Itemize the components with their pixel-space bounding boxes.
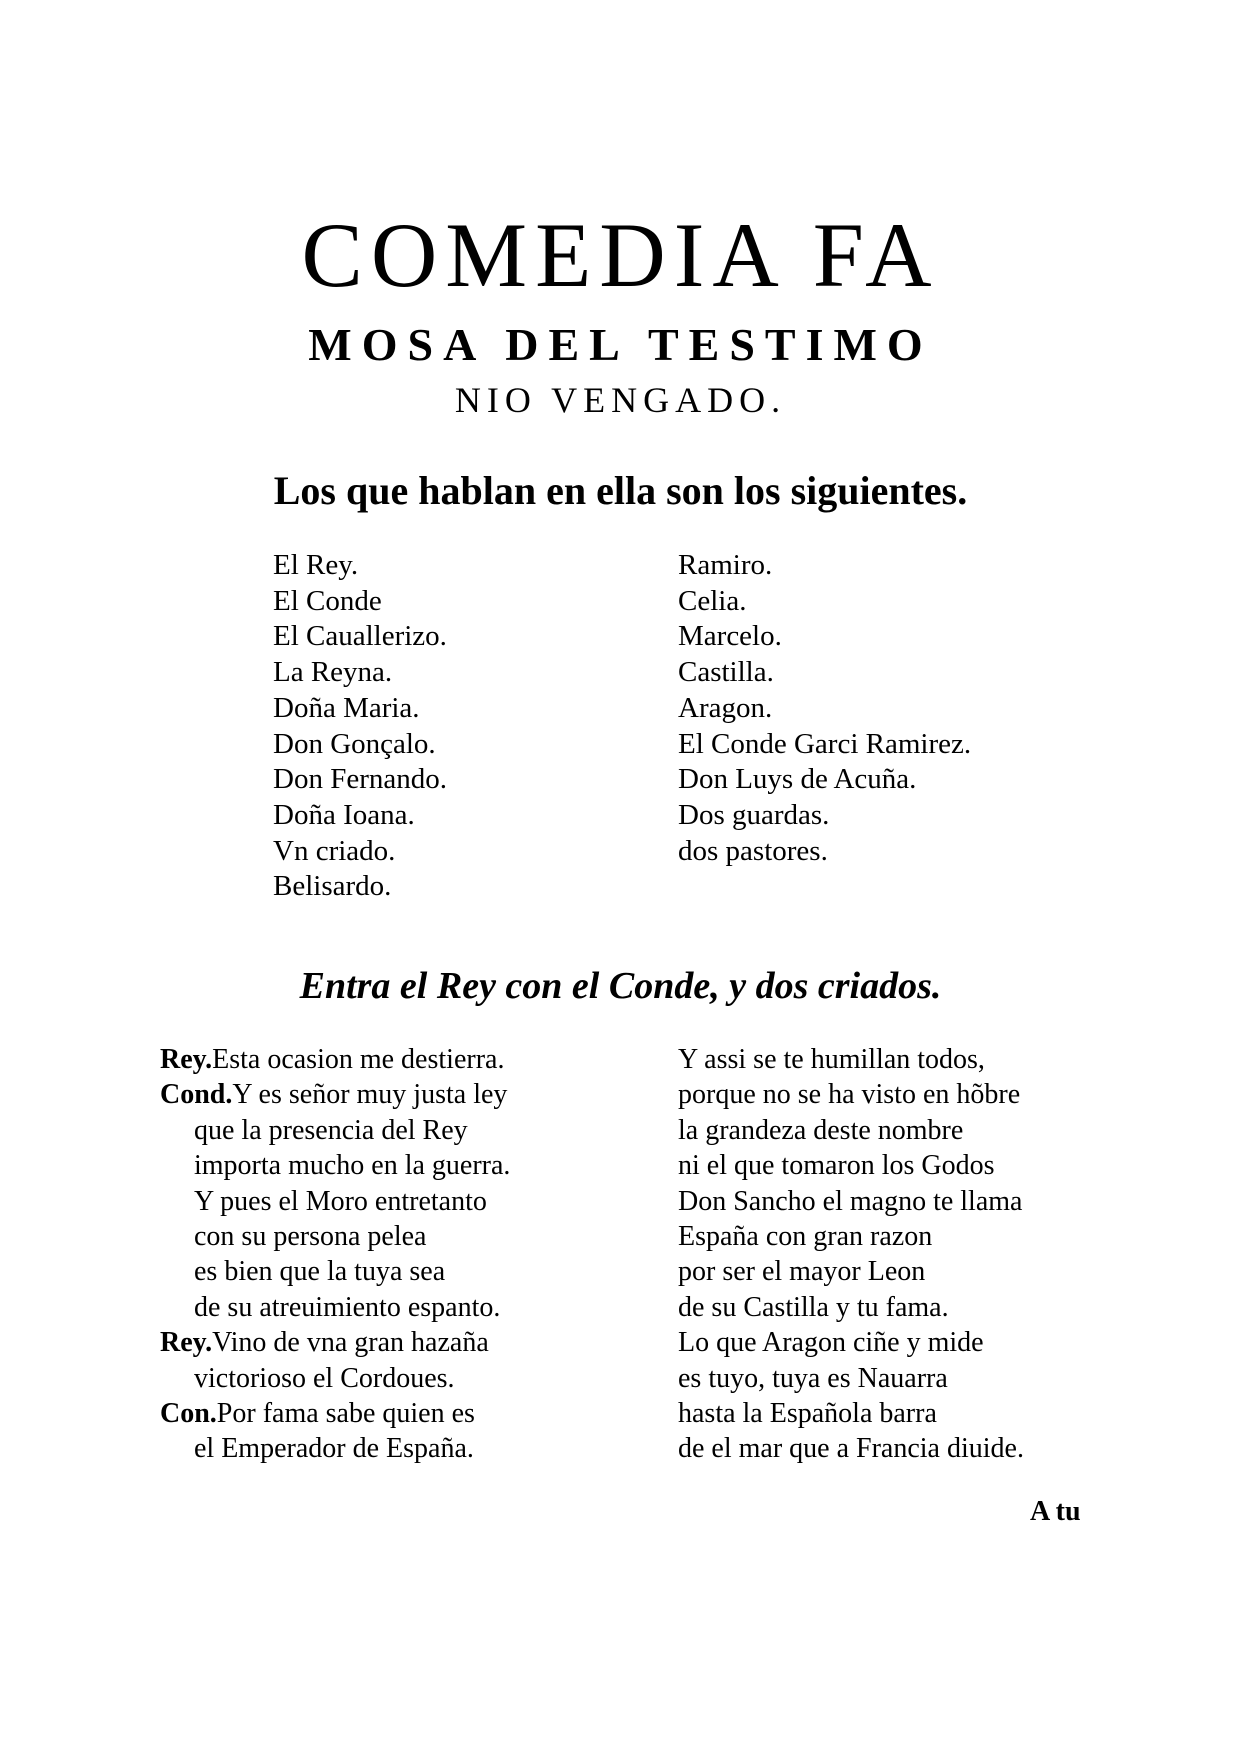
title-line-3: NIO VENGADO. bbox=[454, 380, 787, 420]
verse-text: el Emperador de España. bbox=[194, 1433, 474, 1465]
cast-member: Doña Maria. bbox=[273, 691, 420, 724]
verse-text: Y es señor muy justa ley bbox=[232, 1079, 508, 1111]
verse-line bbox=[160, 1325, 510, 1360]
verse-line bbox=[160, 1396, 510, 1431]
verse-line bbox=[160, 1042, 510, 1077]
cast-member: Don Gonçalo. bbox=[273, 727, 436, 760]
cast-member: El Cauallerizo. bbox=[273, 620, 447, 653]
verse-column-right bbox=[678, 1042, 1024, 1467]
verse-line: Y assi se te humillan todos, bbox=[678, 1044, 985, 1075]
speaker-label: Con. bbox=[160, 1398, 217, 1430]
verse-text: victorioso el Cordoues. bbox=[194, 1362, 455, 1394]
verse-line bbox=[160, 1290, 510, 1325]
verse-text: que la presencia del Rey bbox=[194, 1114, 468, 1146]
verse-line: España con gran razon bbox=[678, 1221, 933, 1253]
catchword: A tu bbox=[1030, 1496, 1081, 1527]
cast-member: Don Luys de Acuña. bbox=[678, 763, 917, 796]
cast-list-left bbox=[273, 548, 447, 905]
verse-text: con su persona pelea bbox=[194, 1221, 427, 1253]
verse-text: Vino de vna gran hazaña bbox=[212, 1327, 489, 1359]
verse-text: Esta ocasion me destierra. bbox=[212, 1044, 505, 1075]
verse-line bbox=[160, 1219, 510, 1254]
verse-column-left bbox=[160, 1042, 510, 1467]
cast-member: El Conde bbox=[273, 584, 382, 617]
verse-text: Por fama sabe quien es bbox=[216, 1398, 475, 1430]
verse-line: la grandeza deste nombre bbox=[678, 1114, 964, 1146]
cast-member: El Rey. bbox=[273, 549, 359, 581]
cast-member: dos pastores. bbox=[678, 834, 828, 867]
verse-text: es bien que la tuya sea bbox=[194, 1256, 446, 1288]
stage-direction: Entra el Rey con el Conde, y dos criados. bbox=[299, 965, 942, 1007]
verse-text: Y pues el Moro entretanto bbox=[194, 1185, 487, 1217]
speaker-label: Rey. bbox=[160, 1044, 213, 1075]
title-line-1: COMEDIA FA bbox=[301, 204, 940, 306]
verse-line bbox=[160, 1077, 510, 1112]
verse-line: hasta la Española barra bbox=[678, 1398, 937, 1430]
verse-line: de el mar que a Francia diuide. bbox=[678, 1433, 1024, 1465]
cast-member: Aragon. bbox=[678, 691, 773, 724]
cast-member: La Reyna. bbox=[273, 656, 393, 689]
cast-list-right bbox=[678, 548, 971, 869]
speaker-label: Cond. bbox=[160, 1079, 233, 1111]
verse-line bbox=[160, 1184, 510, 1219]
verse-text: importa mucho en la guerra. bbox=[194, 1150, 511, 1182]
cast-member: Dos guardas. bbox=[678, 798, 830, 831]
verse-line: ni el que tomaron los Godos bbox=[678, 1150, 995, 1182]
speaker-label: Rey. bbox=[160, 1327, 213, 1359]
verse-line: Lo que Aragon ciñe y mide bbox=[678, 1327, 984, 1359]
verse-line: porque no se ha visto en hõbre bbox=[678, 1079, 1021, 1111]
cast-member: Belisardo. bbox=[273, 870, 392, 903]
cast-member: El Conde Garci Ramirez. bbox=[678, 727, 972, 760]
title-line-2: MOSA DEL TESTIMO bbox=[308, 319, 933, 370]
verse-line bbox=[160, 1361, 510, 1396]
verse-line: por ser el mayor Leon bbox=[678, 1256, 926, 1288]
verse-text: de su atreuimiento espanto. bbox=[194, 1291, 501, 1323]
verse-line: Don Sancho el magno te llama bbox=[678, 1185, 1023, 1217]
cast-intro: Los que hablan en ella son los siguientes. bbox=[273, 468, 968, 513]
cast-member: Don Fernando. bbox=[273, 763, 447, 796]
verse-line bbox=[160, 1113, 510, 1148]
cast-member: Vn criado. bbox=[273, 834, 396, 867]
cast-member: Ramiro. bbox=[678, 549, 773, 581]
cast-member: Doña Ioana. bbox=[273, 798, 415, 831]
verse-line: es tuyo, tuya es Nauarra bbox=[678, 1362, 948, 1394]
cast-member: Celia. bbox=[678, 584, 747, 617]
verse-line bbox=[160, 1431, 510, 1466]
verse-line bbox=[160, 1148, 510, 1183]
verse-line: de su Castilla y tu fama. bbox=[678, 1291, 949, 1323]
cast-member: Marcelo. bbox=[678, 620, 782, 653]
cast-member: Castilla. bbox=[678, 656, 774, 689]
verse-line bbox=[160, 1254, 510, 1289]
